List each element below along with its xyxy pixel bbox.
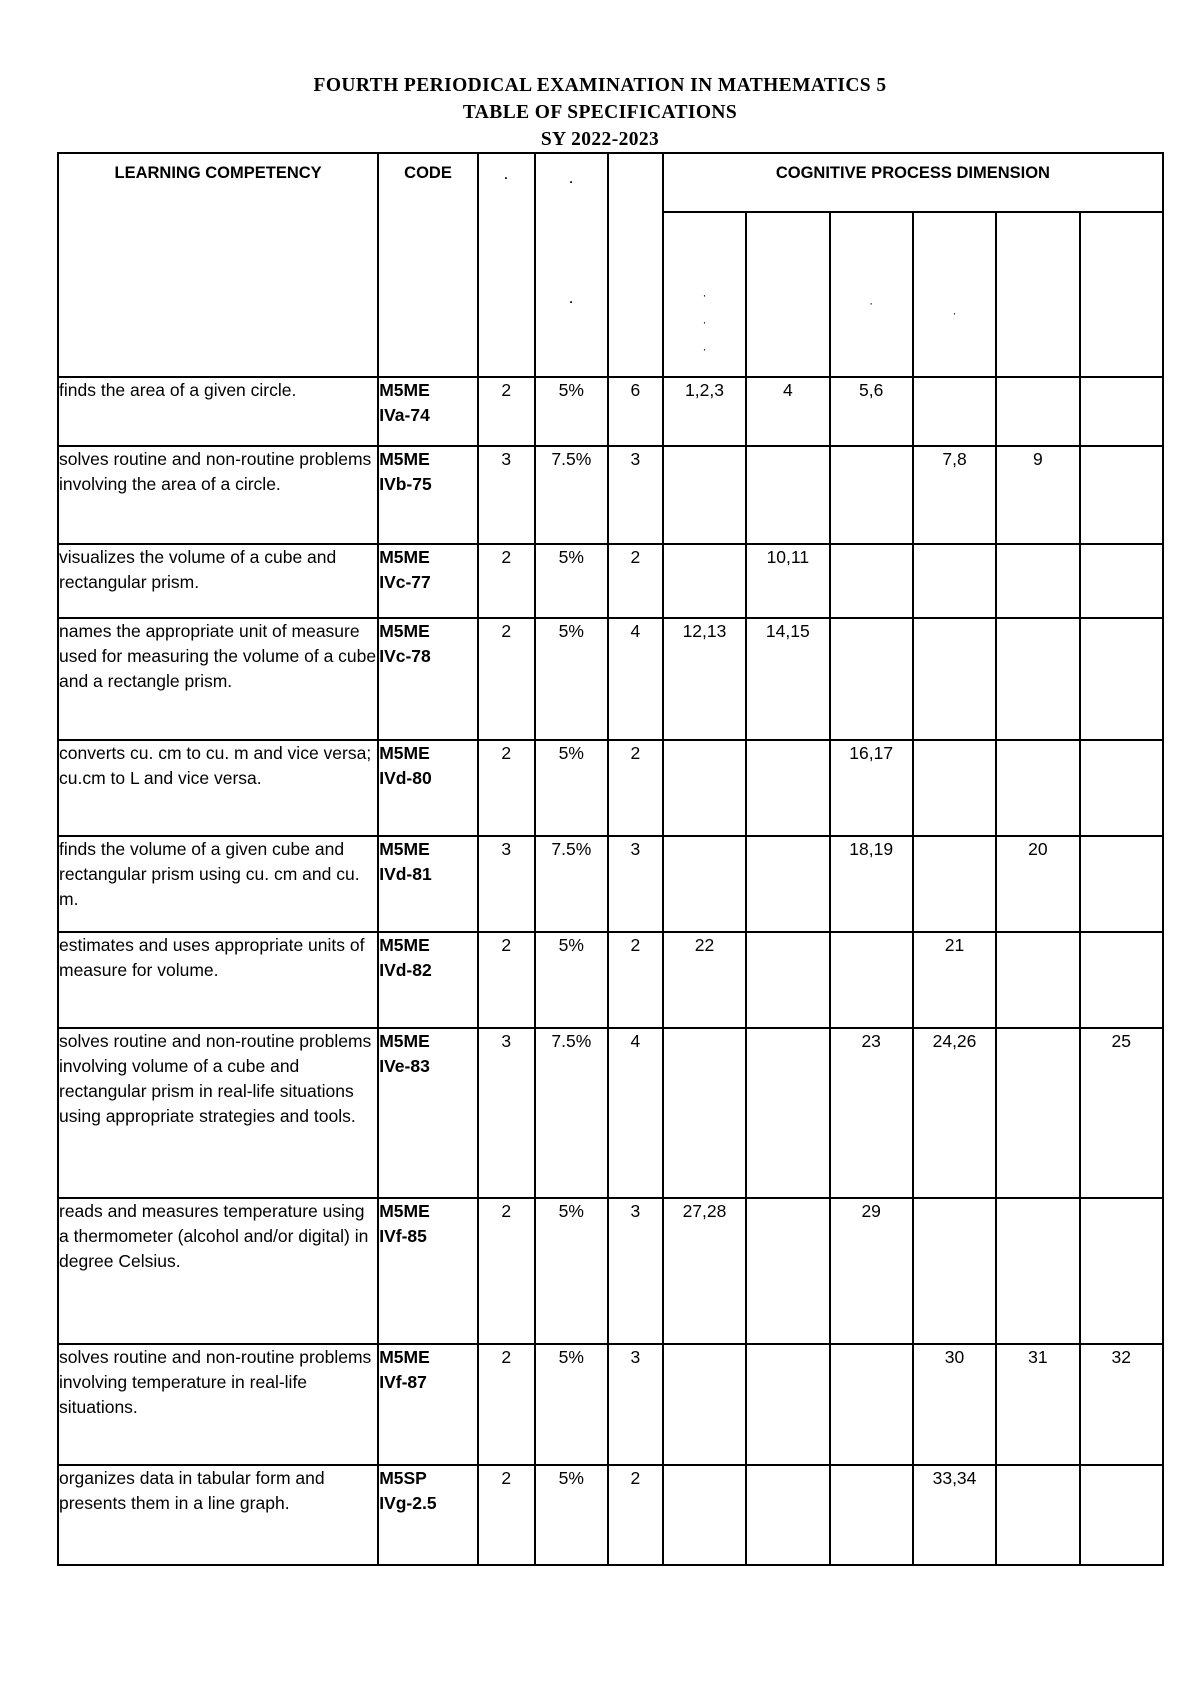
remembering-cell: 1,2,3 bbox=[663, 377, 746, 446]
items-cell: 3 bbox=[608, 836, 663, 932]
remembering-cell bbox=[663, 1344, 746, 1465]
evaluating-cell bbox=[996, 932, 1079, 1028]
days-cell: 3 bbox=[478, 446, 535, 544]
days-cell: 2 bbox=[478, 1465, 535, 1565]
table-row bbox=[58, 446, 1163, 544]
creating-cell: 32 bbox=[1080, 1344, 1163, 1465]
creating-cell bbox=[1080, 1198, 1163, 1344]
code-cell: M5ME IVd-82 bbox=[378, 932, 478, 1028]
understanding-cell bbox=[746, 740, 829, 836]
code-cell: M5ME IVc-77 bbox=[378, 544, 478, 618]
header-understanding bbox=[746, 212, 829, 377]
competency-cell: solves routine and non-routine problems involving temperature in real-life situations. bbox=[58, 1344, 378, 1465]
header-items bbox=[608, 153, 663, 377]
understanding-cell bbox=[746, 1028, 829, 1198]
creating-cell bbox=[1080, 740, 1163, 836]
analyzing-cell: 24,26 bbox=[913, 1028, 996, 1198]
analyzing-cell: 33,34 bbox=[913, 1465, 996, 1565]
remembering-cell bbox=[663, 740, 746, 836]
header-evaluating bbox=[996, 212, 1079, 377]
competency-cell: finds the area of a given circle. bbox=[58, 377, 378, 446]
items-cell: 4 bbox=[608, 618, 663, 740]
table-row bbox=[58, 740, 1163, 836]
analyzing-cell: 21 bbox=[913, 932, 996, 1028]
analyzing-cell bbox=[913, 740, 996, 836]
remembering-cell bbox=[663, 1465, 746, 1565]
evaluating-cell bbox=[996, 740, 1079, 836]
items-cell: 3 bbox=[608, 446, 663, 544]
competency-cell: converts cu. cm to cu. m and vice versa; cu.cm to L and vice versa. bbox=[58, 740, 378, 836]
competency-cell: finds the volume of a given cube and rectangular prism using cu. cm and cu. m. bbox=[58, 836, 378, 932]
weight-cell: 5% bbox=[535, 544, 608, 618]
applying-cell: 23 bbox=[830, 1028, 913, 1198]
applying-cell bbox=[830, 618, 913, 740]
header-remembering: · · · bbox=[663, 212, 746, 377]
table-row bbox=[58, 1344, 1163, 1465]
header-row bbox=[58, 153, 1163, 212]
understanding-cell bbox=[746, 836, 829, 932]
table-row bbox=[58, 932, 1163, 1028]
code-cell: M5SP IVg-2.5 bbox=[378, 1465, 478, 1565]
code-cell: M5ME IVf-85 bbox=[378, 1198, 478, 1344]
days-cell: 2 bbox=[478, 1198, 535, 1344]
items-cell: 6 bbox=[608, 377, 663, 446]
weight-cell: 7.5% bbox=[535, 446, 608, 544]
items-cell: 2 bbox=[608, 740, 663, 836]
evaluating-cell bbox=[996, 618, 1079, 740]
remembering-cell bbox=[663, 446, 746, 544]
creating-cell bbox=[1080, 618, 1163, 740]
weight-cell: 5% bbox=[535, 740, 608, 836]
code-cell: M5ME IVe-83 bbox=[378, 1028, 478, 1198]
competency-cell: solves routine and non-routine problems involving the area of a circle. bbox=[58, 446, 378, 544]
weight-cell: 5% bbox=[535, 377, 608, 446]
analyzing-cell bbox=[913, 377, 996, 446]
items-cell: 4 bbox=[608, 1028, 663, 1198]
applying-cell: 16,17 bbox=[830, 740, 913, 836]
weight-cell: 5% bbox=[535, 932, 608, 1028]
creating-cell bbox=[1080, 1465, 1163, 1565]
days-cell: 3 bbox=[478, 836, 535, 932]
understanding-cell: 10,11 bbox=[746, 544, 829, 618]
title-line-1: FOURTH PERIODICAL EXAMINATION IN MATHEMATICS 5 bbox=[313, 75, 887, 96]
competency-cell: estimates and uses appropriate units of measure for volume. bbox=[58, 932, 378, 1028]
applying-cell bbox=[830, 932, 913, 1028]
header-days: · bbox=[478, 153, 535, 377]
days-cell: 2 bbox=[478, 1344, 535, 1465]
remembering-cell bbox=[663, 1028, 746, 1198]
remembering-cell: 27,28 bbox=[663, 1198, 746, 1344]
table-row bbox=[58, 1028, 1163, 1198]
analyzing-cell bbox=[913, 836, 996, 932]
applying-cell bbox=[830, 446, 913, 544]
table-row bbox=[58, 1465, 1163, 1565]
header-analyzing: · bbox=[913, 212, 996, 377]
weight-cell: 7.5% bbox=[535, 836, 608, 932]
remembering-cell bbox=[663, 544, 746, 618]
understanding-cell: 14,15 bbox=[746, 618, 829, 740]
creating-cell: 25 bbox=[1080, 1028, 1163, 1198]
header-competency: LEARNING COMPETENCY bbox=[58, 153, 378, 377]
header-code: CODE bbox=[378, 153, 478, 377]
creating-cell bbox=[1080, 932, 1163, 1028]
evaluating-cell: 31 bbox=[996, 1344, 1079, 1465]
days-cell: 3 bbox=[478, 1028, 535, 1198]
days-cell: 2 bbox=[478, 740, 535, 836]
table-row bbox=[58, 618, 1163, 740]
understanding-cell: 4 bbox=[746, 377, 829, 446]
title-line-3: SY 2022-2023 bbox=[540, 129, 660, 150]
understanding-cell bbox=[746, 1198, 829, 1344]
applying-cell: 29 bbox=[830, 1198, 913, 1344]
creating-cell bbox=[1080, 836, 1163, 932]
items-cell: 2 bbox=[608, 932, 663, 1028]
code-cell: M5ME IVb-75 bbox=[378, 446, 478, 544]
analyzing-cell bbox=[913, 544, 996, 618]
items-cell: 2 bbox=[608, 544, 663, 618]
table-row bbox=[58, 1198, 1163, 1344]
table-row bbox=[58, 836, 1163, 932]
creating-cell bbox=[1080, 446, 1163, 544]
header-applying: · bbox=[830, 212, 913, 377]
applying-cell bbox=[830, 544, 913, 618]
days-cell: 2 bbox=[478, 377, 535, 446]
header-weight: · · bbox=[535, 153, 608, 377]
evaluating-cell bbox=[996, 1028, 1079, 1198]
understanding-cell bbox=[746, 446, 829, 544]
evaluating-cell: 20 bbox=[996, 836, 1079, 932]
evaluating-cell bbox=[996, 544, 1079, 618]
header-creating bbox=[1080, 212, 1163, 377]
items-cell: 3 bbox=[608, 1198, 663, 1344]
weight-cell: 5% bbox=[535, 1198, 608, 1344]
days-cell: 2 bbox=[478, 544, 535, 618]
analyzing-cell: 7,8 bbox=[913, 446, 996, 544]
items-cell: 3 bbox=[608, 1344, 663, 1465]
understanding-cell bbox=[746, 1344, 829, 1465]
days-cell: 2 bbox=[478, 618, 535, 740]
table-row bbox=[58, 377, 1163, 446]
code-cell: M5ME IVd-80 bbox=[378, 740, 478, 836]
weight-cell: 5% bbox=[535, 1344, 608, 1465]
items-cell: 2 bbox=[608, 1465, 663, 1565]
understanding-cell bbox=[746, 1465, 829, 1565]
applying-cell bbox=[830, 1344, 913, 1465]
weight-cell: 5% bbox=[535, 1465, 608, 1565]
code-cell: M5ME IVf-87 bbox=[378, 1344, 478, 1465]
applying-cell: 5,6 bbox=[830, 377, 913, 446]
creating-cell bbox=[1080, 544, 1163, 618]
specifications-table bbox=[57, 152, 1164, 1566]
days-cell: 2 bbox=[478, 932, 535, 1028]
evaluating-cell bbox=[996, 1465, 1079, 1565]
competency-cell: solves routine and non-routine problems involving volume of a cube and rectangular prism in real-life situations using appropriate strategies and tools. bbox=[58, 1028, 378, 1198]
creating-cell bbox=[1080, 377, 1163, 446]
document-title bbox=[0, 72, 1200, 153]
applying-cell bbox=[830, 1465, 913, 1565]
title-line-2: TABLE OF SPECIFICATIONS bbox=[462, 102, 738, 123]
evaluating-cell bbox=[996, 1198, 1079, 1344]
remembering-cell: 12,13 bbox=[663, 618, 746, 740]
code-cell: M5ME IVd-81 bbox=[378, 836, 478, 932]
code-cell: M5ME IVc-78 bbox=[378, 618, 478, 740]
analyzing-cell bbox=[913, 618, 996, 740]
analyzing-cell bbox=[913, 1198, 996, 1344]
remembering-cell: 22 bbox=[663, 932, 746, 1028]
weight-cell: 7.5% bbox=[535, 1028, 608, 1198]
competency-cell: reads and measures temperature using a thermometer (alcohol and/or digital) in degree Celsius. bbox=[58, 1198, 378, 1344]
analyzing-cell: 30 bbox=[913, 1344, 996, 1465]
code-cell: M5ME IVa-74 bbox=[378, 377, 478, 446]
header-cognitive: COGNITIVE PROCESS DIMENSION bbox=[663, 153, 1163, 212]
remembering-cell bbox=[663, 836, 746, 932]
weight-cell: 5% bbox=[535, 618, 608, 740]
understanding-cell bbox=[746, 932, 829, 1028]
applying-cell: 18,19 bbox=[830, 836, 913, 932]
table-row bbox=[58, 544, 1163, 618]
competency-cell: visualizes the volume of a cube and rectangular prism. bbox=[58, 544, 378, 618]
evaluating-cell bbox=[996, 377, 1079, 446]
competency-cell: names the appropriate unit of measure used for measuring the volume of a cube and a rectangle prism. bbox=[58, 618, 378, 740]
evaluating-cell: 9 bbox=[996, 446, 1079, 544]
competency-cell: organizes data in tabular form and presents them in a line graph. bbox=[58, 1465, 378, 1565]
